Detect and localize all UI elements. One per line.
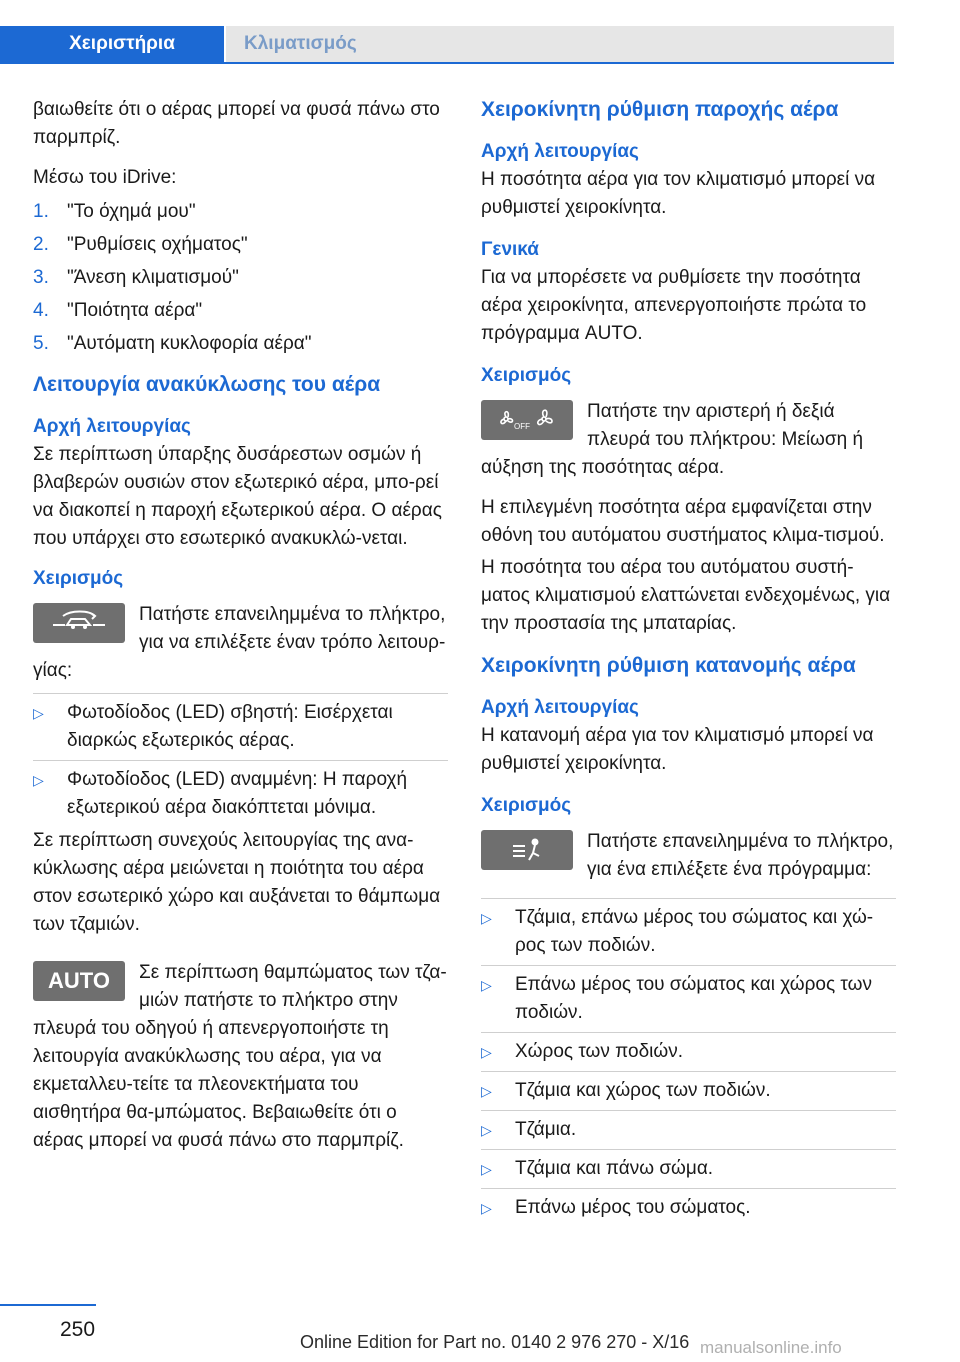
general-text: Για να μπορέσετε να ρυθμίσετε την ποσότητα αέρα χειροκίνητα, απενεργοποιήστε πρώτα το πρόγραμμα AUTO.: [481, 267, 867, 344]
distribution-button-row: [481, 828, 896, 884]
idrive-steps: [33, 198, 448, 363]
tab-controls[interactable]: Χειριστήρια: [0, 26, 224, 62]
triangle-icon: ▷: [481, 1122, 492, 1138]
auto-button-icon[interactable]: [33, 961, 125, 1001]
auto-label: AUTO: [48, 968, 110, 993]
watermark: manualsonline.info: [700, 1338, 842, 1357]
program-text-item: Τζάμια.: [515, 1119, 577, 1140]
fog-text: Σε περίπτωση θαμπώματος των τζα-μιών πατήστε το πλήκτρο στην πλευρά του οδηγού ή απενεργοποιήστε τη λειτουργία ανακύκλωσης του αέρα, για να εκμεταλλευ-τείτε τα πλεονεκτήματα του αισθητήρα θα-μπώματος. Βεβαιωθείτε ότι ο αέρας μπορεί να φυσά πάνω στο παρμπρίζ.: [33, 962, 447, 1151]
auto-button-row: [33, 959, 448, 1155]
program-text-item: Επάνω μέρος του σώματος.: [515, 1197, 751, 1218]
dist-principle-text: Η κατανομή αέρα για τον κλιματισμό μπορεί να ρυθμιστεί χειροκίνητα.: [481, 725, 874, 774]
idrive-text: Μέσω του iDrive:: [33, 167, 177, 188]
fan-button-row: [481, 398, 896, 482]
program-item: [481, 1188, 896, 1227]
program-text-item: Χώρος των ποδιών.: [515, 1041, 683, 1062]
principle-text: Σε περίπτωση ύπαρξης δυσάρεστων οσμών ή βλαβερών ουσιών στον εξωτερικό αέρα, μπο-ρεί να διακοπεί η παροχή εξωτερικού αέρα. Ο αέρας που υπάρχει στο εσωτερικό ανακυκλώ-νεται.: [33, 444, 442, 549]
step-text: "Ρυθμίσεις οχήματος": [67, 234, 248, 255]
program-text-item: Τζάμια και χώρος των ποδιών.: [515, 1080, 771, 1101]
step-text: "Το όχημά μου": [67, 201, 196, 222]
display-text: Η επιλεγμένη ποσότητα αέρα εμφανίζεται στην οθόνη του αυτόματου συστήματος κλιμα-τισμού.: [481, 497, 885, 546]
intro-text: βαιωθείτε ότι ο αέρας μπορεί να φυσά πάνω στο παρμπρίζ.: [33, 99, 440, 148]
heading-recirculation: Λειτουργία ανακύκλωσης του αέρα: [33, 373, 381, 396]
step-item: [33, 198, 448, 231]
heading-operation: Χειρισμός: [481, 365, 572, 386]
fan-text: Πατήστε την αριστερή ή δεξιά πλευρά του πλήκτρου: Μείωση ή αύξηση της ποσότητας αέρα.: [481, 401, 864, 478]
edition-text: Online Edition for Part no. 0140 2 976 270 - X/16: [300, 1332, 690, 1352]
step-item: [33, 297, 448, 330]
heading-principle: Αρχή λειτουργίας: [481, 697, 639, 718]
page-header: [0, 0, 960, 64]
left-column: [33, 96, 448, 1155]
heading-operation: Χειρισμός: [481, 795, 572, 816]
bullet-item: [33, 693, 448, 760]
triangle-icon: ▷: [481, 977, 492, 993]
program-text-item: Τζάμια και πάνω σώμα.: [515, 1158, 714, 1179]
program-text-item: Επάνω μέρος του σώματος και χώρος των ποδιών.: [515, 974, 872, 1023]
triangle-icon: ▷: [481, 1200, 492, 1216]
distribution-button-icon[interactable]: [481, 830, 573, 870]
triangle-icon: ▷: [33, 705, 44, 721]
fan-icon: [492, 407, 562, 433]
heading-operation: Χειρισμός: [33, 568, 124, 589]
continuous-text: Σε περίπτωση συνεχούς λειτουργίας της ανα-κύκλωσης αέρα μειώνεται η ποιότητα του αέρα στον εσωτερικό χώρο και αυξάνεται το θάμπωμα των τζαμιών.: [33, 830, 441, 935]
triangle-icon: ▷: [481, 910, 492, 926]
program-text: Πατήστε επανειλημμένα το πλήκτρο, για ένα επιλέξετε ένα πρόγραμμα:: [587, 831, 894, 880]
tab-climate[interactable]: Κλιματισμός: [226, 26, 894, 62]
program-item: [481, 1110, 896, 1149]
recirc-button-row: [33, 601, 448, 685]
recirculation-button-icon[interactable]: [33, 603, 125, 643]
step-number: 1.: [33, 201, 49, 222]
step-item: [33, 264, 448, 297]
program-item: [481, 965, 896, 1032]
step-text: "Αυτόματη κυκλοφορία αέρα": [67, 333, 312, 354]
reduce-text: Η ποσότητα του αέρα του αυτόματου συστή-ματος κλιματισμού ελαττώνεται ενδεχομένως, για την προστασία της μπαταρίας.: [481, 557, 891, 634]
step-number: 3.: [33, 267, 49, 288]
program-text-item: Τζάμια, επάνω μέρος του σώματος και χώ-ρος των ποδιών.: [515, 907, 874, 956]
air-distribution-icon: [507, 836, 547, 864]
triangle-icon: ▷: [481, 1044, 492, 1060]
triangle-icon: ▷: [33, 772, 44, 788]
heading-principle: Αρχή λειτουργίας: [33, 416, 191, 437]
heading-manual-flow: Χειροκίνητη ρύθμιση παροχής αέρα: [481, 98, 839, 121]
triangle-icon: ▷: [481, 1161, 492, 1177]
car-recirculation-icon: [49, 610, 109, 636]
step-text: "Άνεση κλιματισμού": [67, 267, 239, 288]
heading-distribution: Χειροκίνητη ρύθμιση κατανομής αέρα: [481, 654, 856, 677]
flow-principle-text: Η ποσότητα αέρα για τον κλιματισμό μπορεί να ρυθμιστεί χειροκίνητα.: [481, 169, 876, 218]
heading-principle: Αρχή λειτουργίας: [481, 141, 639, 162]
program-item: [481, 1032, 896, 1071]
bullet-item: [33, 760, 448, 827]
program-item: [481, 1071, 896, 1110]
heading-general: Γενικά: [481, 239, 539, 260]
program-item: [481, 1149, 896, 1188]
page-number: 250: [60, 1318, 96, 1341]
right-column: [481, 96, 896, 1227]
led-bullets: [33, 693, 448, 827]
step-number: 5.: [33, 333, 49, 354]
step-text: "Ποιότητα αέρα": [67, 300, 203, 321]
bullet-text: Φωτοδίοδος (LED) σβηστή: Εισέρχεται διαρκώς εξωτερικός αέρας.: [67, 702, 393, 751]
bullet-text: Φωτοδίοδος (LED) αναμμένη: Η παροχή εξωτερικού αέρα διακόπτεται μόνιμα.: [67, 769, 408, 818]
step-item: [33, 231, 448, 264]
header-divider: [0, 62, 894, 64]
step-item: [33, 330, 448, 363]
program-list: [481, 898, 896, 1227]
triangle-icon: ▷: [481, 1083, 492, 1099]
step-number: 2.: [33, 234, 49, 255]
footer-divider: [0, 1304, 96, 1306]
fan-button-icon[interactable]: [481, 400, 573, 440]
fan-off-label: OFF: [514, 422, 530, 431]
press-text: Πατήστε επανειλημμένα το πλήκτρο, για να επιλέξετε έναν τρόπο λειτουρ-γίας:: [33, 604, 446, 681]
program-item: [481, 898, 896, 965]
step-number: 4.: [33, 300, 49, 321]
